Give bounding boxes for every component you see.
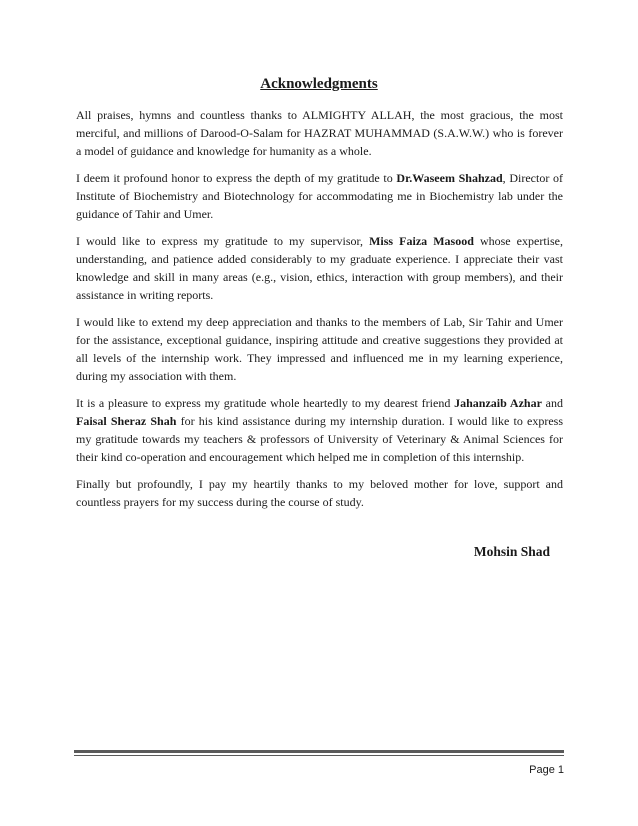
paragraph-text: I would like to extend my deep appreciation and thanks to the members of Lab, Sir Tahir and Umer for the assistance, exceptional guidance, inspiring attitude and creative suggestions they provided at all levels of the internship work. They impressed and influenced me in my learning experience, during my association with them. — [76, 315, 563, 383]
page-number: Page 1 — [529, 764, 564, 776]
paragraph — [76, 106, 563, 160]
signature: Mohsin Shad — [473, 544, 550, 559]
paragraph-text: I would like to express my gratitude to my supervisor, — [76, 234, 370, 248]
bold-name: Dr.Waseem Shahzad — [396, 171, 503, 185]
bold-name: Miss Faiza Masood — [369, 234, 474, 248]
paragraph — [76, 394, 563, 466]
paragraph-text: It is a pleasure to express my gratitude whole heartedly to my dearest friend — [76, 396, 455, 410]
paragraph — [76, 169, 563, 223]
paragraph-text: , Director of Institute of Biochemistry and Biotechnology for accommodating me in Biochemistry lab under the guidance of Tahir and Umer. — [76, 171, 563, 221]
paragraph — [76, 232, 563, 304]
paragraph-text: for his kind assistance during my internship duration. I would like to express my gratitude towards my teachers & professors of University of Veterinary & Animal Sciences for their kind co-operation and encouragement which helped me in completion of this internship. — [76, 414, 564, 464]
page-title: Acknowledgments — [260, 76, 378, 92]
paragraph — [76, 313, 563, 385]
footer-divider-thin — [74, 755, 564, 756]
bold-name: Faisal Sheraz Shah — [76, 414, 177, 428]
paragraph-text: and — [541, 396, 564, 410]
paragraph — [76, 475, 563, 511]
paragraph-text: Finally but profoundly, I pay my heartily thanks to my beloved mother for love, support and countless prayers for my success during the course of study. — [76, 477, 563, 509]
paragraph-text: whose expertise, understanding, and patience added considerably to my graduate experience. I appreciate their vast knowledge and skill in many areas (e.g., vision, ethics, interaction with group members), and their assistance in writing reports. — [76, 234, 563, 302]
bold-name: Jahanzaib Azhar — [454, 396, 542, 410]
footer-divider — [74, 750, 564, 753]
paragraph-text: All praises, hymns and countless thanks to ALMIGHTY ALLAH, the most gracious, the most merciful, and millions of Darood-O-Salam for HAZRAT MUHAMMAD (S.A.W.W.) who is forever a model of guidance and knowledge for humanity as a whole. — [76, 108, 563, 158]
paragraph-text: I deem it profound honor to express the depth of my gratitude to — [76, 171, 397, 185]
acknowledgment-body — [76, 106, 563, 520]
